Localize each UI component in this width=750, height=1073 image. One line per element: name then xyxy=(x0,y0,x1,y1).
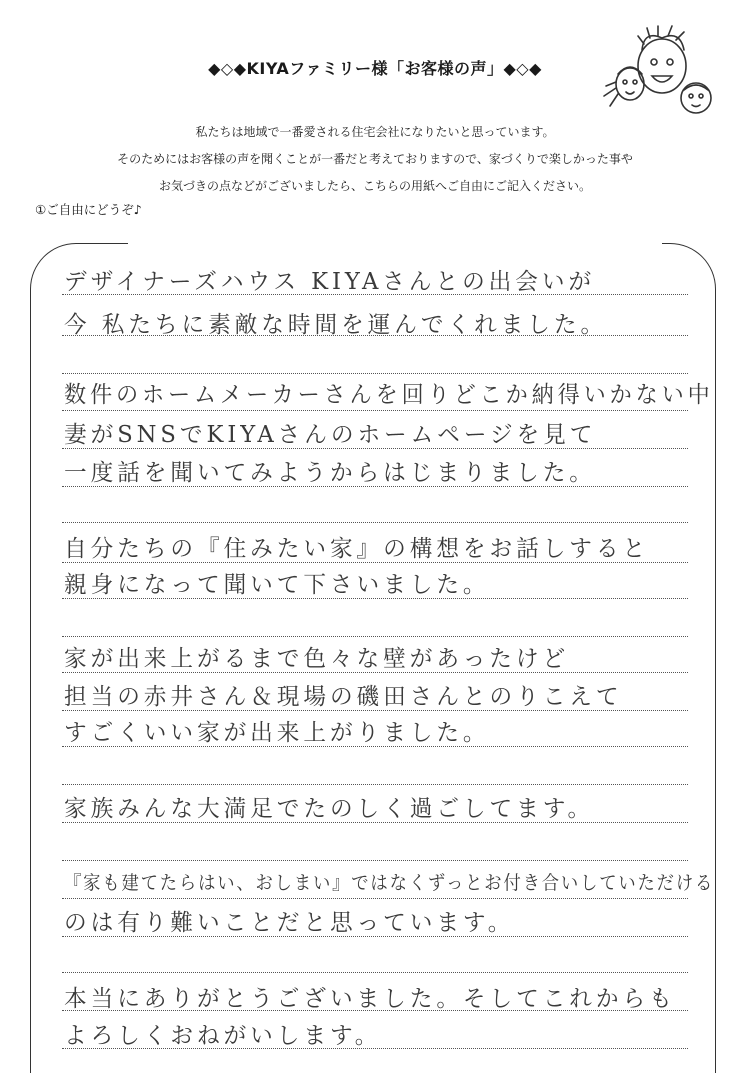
ruled-line xyxy=(62,822,688,823)
prompt-label: ①ご自由にどうぞ♪ xyxy=(35,202,142,217)
handwritten-line: 『家も建てたらはい、おしまい』ではなくずっとお付き合いしていただける xyxy=(64,872,715,894)
handwritten-line: 家が出来上がるまで色々な壁があったけど xyxy=(64,646,570,672)
handwritten-line: 親身になって聞いて下さいました。 xyxy=(64,572,490,598)
ruled-line xyxy=(62,936,688,937)
handwritten-line: 担当の赤井さん＆現場の磯田さんとのりこえて xyxy=(64,684,623,710)
ruled-line xyxy=(62,562,688,563)
handwritten-line: 数件のホームメーカーさんを回りどこか納得いかない中 xyxy=(64,382,714,408)
ruled-line xyxy=(62,710,688,711)
ruled-line xyxy=(62,898,688,899)
page-title: ◆◇◆KIYAファミリー様「お客様の声」◆◇◆ xyxy=(208,59,542,78)
ruled-line xyxy=(62,373,688,374)
ruled-line xyxy=(62,784,688,785)
handwritten-line: よろしくおねがいします。 xyxy=(64,1023,382,1049)
ruled-line xyxy=(62,746,688,747)
children-illustration xyxy=(598,22,720,122)
intro-line: そのためにはお客様の声を聞くことが一番だと考えておりますので、家づくりで楽しかった事や xyxy=(117,152,633,166)
ruled-line xyxy=(62,860,688,861)
intro-line: 私たちは地域で一番愛される住宅会社になりたいと思っています。 xyxy=(195,125,555,139)
ruled-line xyxy=(62,972,688,973)
handwritten-line: のは有り難いことだと思っています。 xyxy=(64,910,515,936)
ruled-line xyxy=(62,486,688,487)
handwritten-line: 本当にありがとうございました。そしてこれからも xyxy=(64,986,676,1012)
handwritten-line: 妻がSNSでKIYAさんのホームページを見て xyxy=(64,422,597,448)
handwritten-line: 今 私たちに素敵な時間を運んでくれました。 xyxy=(64,312,608,338)
ruled-line xyxy=(62,448,688,449)
intro-line: お気づきの点などがございましたら、こちらの用紙へご自由にご記入ください。 xyxy=(158,179,591,193)
ruled-line xyxy=(62,522,688,523)
handwritten-line: すごくいい家が出来上がりました。 xyxy=(64,720,490,746)
ruled-line xyxy=(62,636,688,637)
ruled-line xyxy=(62,598,688,599)
ruled-line xyxy=(62,672,688,673)
ruled-line xyxy=(62,410,688,411)
handwritten-line: 家族みんな大満足でたのしく過ごしてます。 xyxy=(64,796,595,822)
handwritten-line: 自分たちの『住みたい家』の構想をお話しすると xyxy=(64,536,650,562)
handwritten-line: デザイナーズハウス KIYAさんとの出会いが xyxy=(64,269,596,295)
handwritten-line: 一度話を聞いてみようからはじまりました。 xyxy=(64,460,596,486)
